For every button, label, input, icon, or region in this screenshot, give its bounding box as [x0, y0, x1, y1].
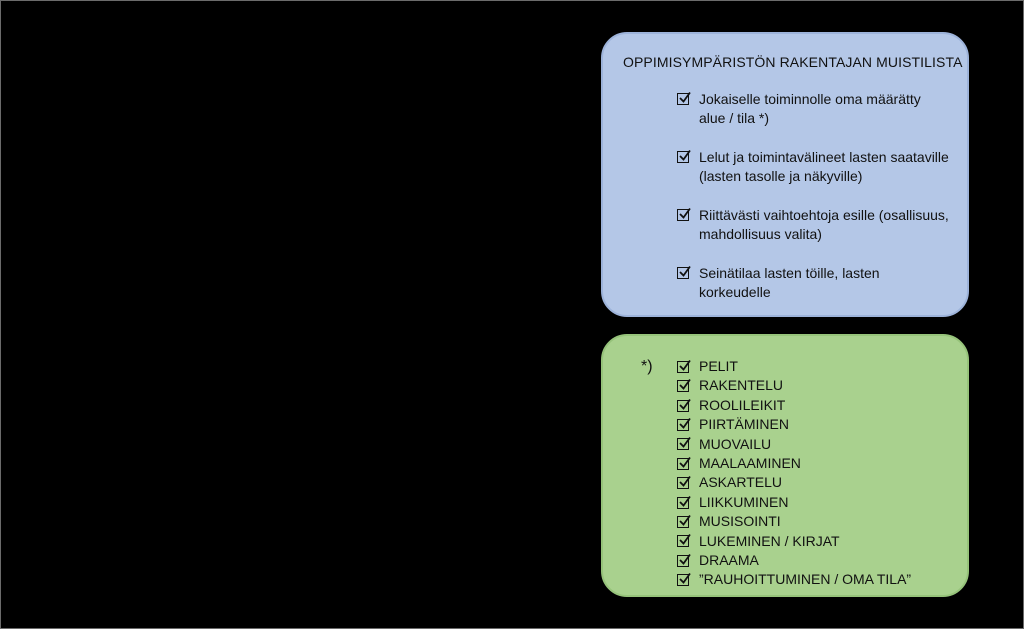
checklist-item-text: Seinätilaa lasten töille, lasten korkeudelle [699, 265, 880, 300]
checked-box-icon [677, 574, 689, 586]
checked-box-icon [677, 151, 689, 163]
activity-item [675, 435, 911, 454]
activity-item [675, 396, 911, 415]
checklist-title: OPPIMISYMPÄRISTÖN RAKENTAJAN MUISTILISTA [623, 54, 963, 70]
checklist-item-text: Riittävästi vaihtoehtoja esille (osallisuus, mahdollisuus valita) [699, 207, 949, 242]
activity-item [675, 512, 911, 531]
activity-label: LUKEMINEN / KIRJAT [699, 532, 840, 549]
checklist-item [675, 90, 949, 128]
checklist-item [675, 264, 949, 302]
activity-item [675, 454, 911, 473]
activity-item [675, 570, 911, 589]
activity-label: RAKENTELU [699, 377, 784, 394]
activity-item [675, 376, 911, 395]
activity-label: ”RAUHOITTUMINEN / OMA TILA” [699, 571, 912, 588]
checked-box-icon [677, 477, 689, 489]
checked-box-icon [677, 438, 689, 450]
checked-box-icon [677, 555, 689, 567]
checked-box-icon [677, 535, 689, 547]
activity-label: PELIT [699, 358, 738, 374]
activity-label: DRAAMA [699, 552, 759, 569]
activity-label: PIIRTÄMINEN [699, 416, 789, 433]
checklist-panel [601, 32, 969, 317]
checked-box-icon [677, 516, 689, 528]
activity-item [675, 473, 911, 492]
activity-item [675, 493, 911, 512]
activity-label: MUSISOINTI [699, 513, 781, 530]
checked-box-icon [677, 380, 689, 392]
activity-item [675, 357, 911, 376]
activity-label: ROOLILEIKIT [699, 396, 786, 413]
activity-label: LIIKKUMINEN [699, 493, 789, 510]
activity-label: ASKARTELU [699, 474, 782, 491]
checklist-item [675, 206, 949, 244]
checked-box-icon [677, 419, 689, 431]
checklist-item-text: Lelut ja toimintavälineet lasten saataville (lasten tasolle ja näkyville) [699, 149, 949, 184]
checklist-item [675, 148, 949, 186]
activity-label: MUOVAILU [699, 435, 772, 452]
activities-panel [601, 334, 969, 597]
activities-footnote-marker: *) [641, 358, 653, 375]
checked-box-icon [677, 209, 689, 221]
checklist-list [675, 90, 949, 322]
activities-list [675, 357, 911, 590]
checked-box-icon [677, 361, 689, 373]
activity-item [675, 532, 911, 551]
activity-item [675, 551, 911, 570]
activity-label: MAALAAMINEN [699, 455, 801, 472]
checklist-item-text: Jokaiselle toiminnolle oma määrätty alue / tila *) [699, 91, 921, 126]
checked-box-icon [677, 400, 689, 412]
checked-box-icon [677, 497, 689, 509]
checked-box-icon [677, 458, 689, 470]
activity-item [675, 415, 911, 434]
checked-box-icon [677, 93, 689, 105]
checked-box-icon [677, 267, 689, 279]
